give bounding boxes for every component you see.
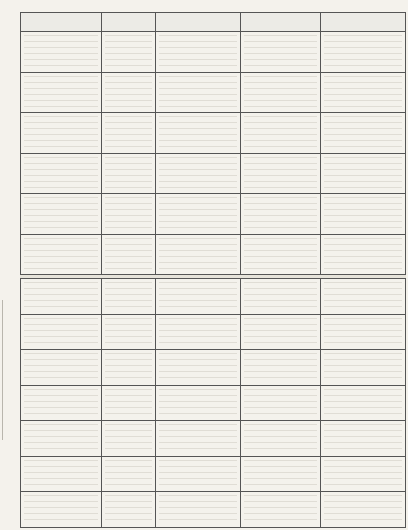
printed-text-lines (244, 318, 318, 347)
table-cell (21, 72, 102, 113)
printed-text-lines (105, 424, 152, 453)
continuation-mark (358, 2, 398, 10)
table-cell (321, 279, 406, 315)
printed-text-lines (24, 116, 98, 150)
printed-text-lines (159, 282, 237, 311)
printed-text-lines (324, 460, 402, 489)
printed-text-lines (159, 353, 237, 382)
table-cell (240, 350, 321, 386)
table-cell (240, 492, 321, 528)
table-cell (155, 314, 240, 350)
printed-text-lines (159, 197, 237, 231)
printed-text-lines (244, 424, 318, 453)
printed-text-lines (244, 76, 318, 110)
table-cell (321, 153, 406, 194)
table-cell (240, 113, 321, 154)
table-cell (101, 279, 155, 315)
poison-plant-table-top (20, 12, 406, 275)
printed-text-lines (105, 353, 152, 382)
printed-text-lines (105, 238, 152, 272)
printed-text-lines (244, 353, 318, 382)
table-cell (155, 234, 240, 275)
table-cell (155, 113, 240, 154)
side-caption (2, 300, 15, 440)
table-row (21, 492, 406, 528)
table-cell (240, 32, 321, 73)
printed-text-lines (324, 495, 402, 524)
table-cell (240, 314, 321, 350)
table-cell (240, 421, 321, 457)
table-cell (155, 279, 240, 315)
printed-text-lines (105, 76, 152, 110)
table-cell (240, 234, 321, 275)
table-cell (155, 421, 240, 457)
column-header (240, 13, 321, 32)
printed-text-lines (105, 157, 152, 191)
printed-text-lines (324, 318, 402, 347)
printed-text-lines (105, 116, 152, 150)
poison-plant-table-bottom (20, 278, 406, 528)
table-cell (101, 72, 155, 113)
printed-text-lines (159, 424, 237, 453)
table-cell (21, 153, 102, 194)
table-cell (240, 385, 321, 421)
table-cell (21, 492, 102, 528)
printed-text-lines (159, 460, 237, 489)
printed-text-lines (159, 389, 237, 418)
table-cell (155, 456, 240, 492)
printed-text-lines (24, 238, 98, 272)
table-bottom-half (20, 278, 406, 528)
printed-text-lines (324, 389, 402, 418)
printed-text-lines (324, 157, 402, 191)
table-cell (321, 72, 406, 113)
table-cell (155, 32, 240, 73)
table-cell (155, 72, 240, 113)
table-row (21, 456, 406, 492)
printed-text-lines (24, 157, 98, 191)
table-cell (101, 456, 155, 492)
table-cell (101, 492, 155, 528)
table-row (21, 32, 406, 73)
printed-text-lines (244, 116, 318, 150)
table-row (21, 194, 406, 235)
table-cell (21, 456, 102, 492)
table-row (21, 279, 406, 315)
table-cell (155, 194, 240, 235)
table-cell (155, 350, 240, 386)
table-row (21, 72, 406, 113)
printed-text-lines (244, 282, 318, 311)
table-cell (240, 279, 321, 315)
printed-text-lines (24, 389, 98, 418)
printed-text-lines (244, 157, 318, 191)
table-cell (21, 194, 102, 235)
printed-text-lines (105, 460, 152, 489)
table-row (21, 350, 406, 386)
table-cell (101, 153, 155, 194)
table-cell (21, 32, 102, 73)
column-header (101, 13, 155, 32)
table-cell (321, 194, 406, 235)
table-cell (240, 456, 321, 492)
table-cell (101, 234, 155, 275)
printed-text-lines (105, 318, 152, 347)
table-row (21, 314, 406, 350)
printed-text-lines (24, 318, 98, 347)
table-cell (240, 153, 321, 194)
table-cell (321, 456, 406, 492)
printed-text-lines (24, 460, 98, 489)
printed-text-lines (159, 116, 237, 150)
table-cell (101, 113, 155, 154)
table-cell (321, 314, 406, 350)
table-body-top (21, 32, 406, 275)
printed-text-lines (159, 238, 237, 272)
printed-text-lines (24, 353, 98, 382)
table-row (21, 113, 406, 154)
printed-text-lines (105, 282, 152, 311)
printed-text-lines (244, 460, 318, 489)
column-header (321, 13, 406, 32)
table-cell (240, 72, 321, 113)
table-cell (21, 234, 102, 275)
table-body-bottom (21, 279, 406, 528)
table-cell (21, 279, 102, 315)
printed-text-lines (159, 76, 237, 110)
printed-text-lines (105, 197, 152, 231)
table-cell (21, 314, 102, 350)
table-cell (101, 421, 155, 457)
column-header (21, 13, 102, 32)
table-top-half (20, 12, 406, 275)
table-row (21, 385, 406, 421)
table-cell (101, 32, 155, 73)
table-cell (321, 113, 406, 154)
printed-text-lines (324, 238, 402, 272)
table-cell (321, 32, 406, 73)
printed-text-lines (324, 116, 402, 150)
table-cell (21, 385, 102, 421)
table-cell (321, 421, 406, 457)
table-cell (101, 314, 155, 350)
printed-text-lines (244, 389, 318, 418)
table-cell (21, 421, 102, 457)
printed-text-lines (324, 424, 402, 453)
printed-text-lines (24, 424, 98, 453)
table-cell (21, 350, 102, 386)
table-cell (240, 194, 321, 235)
table-cell (155, 492, 240, 528)
table-row (21, 153, 406, 194)
printed-text-lines (159, 35, 237, 69)
table-cell (321, 234, 406, 275)
printed-text-lines (244, 238, 318, 272)
table-cell (21, 113, 102, 154)
printed-text-lines (105, 389, 152, 418)
printed-text-lines (324, 35, 402, 69)
printed-text-lines (324, 197, 402, 231)
table-row (21, 421, 406, 457)
table-cell (101, 385, 155, 421)
printed-text-lines (24, 197, 98, 231)
table-row (21, 234, 406, 275)
table-cell (101, 350, 155, 386)
printed-text-lines (324, 282, 402, 311)
printed-text-lines (24, 35, 98, 69)
printed-text-lines (159, 318, 237, 347)
table-cell (321, 385, 406, 421)
printed-text-lines (24, 495, 98, 524)
printed-text-lines (159, 495, 237, 524)
printed-text-lines (324, 353, 402, 382)
table-cell (321, 350, 406, 386)
printed-text-lines (105, 495, 152, 524)
printed-text-lines (244, 495, 318, 524)
printed-text-lines (324, 76, 402, 110)
table-cell (321, 492, 406, 528)
table-cell (155, 385, 240, 421)
printed-text-lines (24, 76, 98, 110)
printed-text-lines (244, 35, 318, 69)
printed-text-lines (159, 157, 237, 191)
printed-text-lines (244, 197, 318, 231)
column-header (155, 13, 240, 32)
table-cell (155, 153, 240, 194)
table-cell (101, 194, 155, 235)
printed-text-lines (24, 282, 98, 311)
printed-text-lines (105, 35, 152, 69)
